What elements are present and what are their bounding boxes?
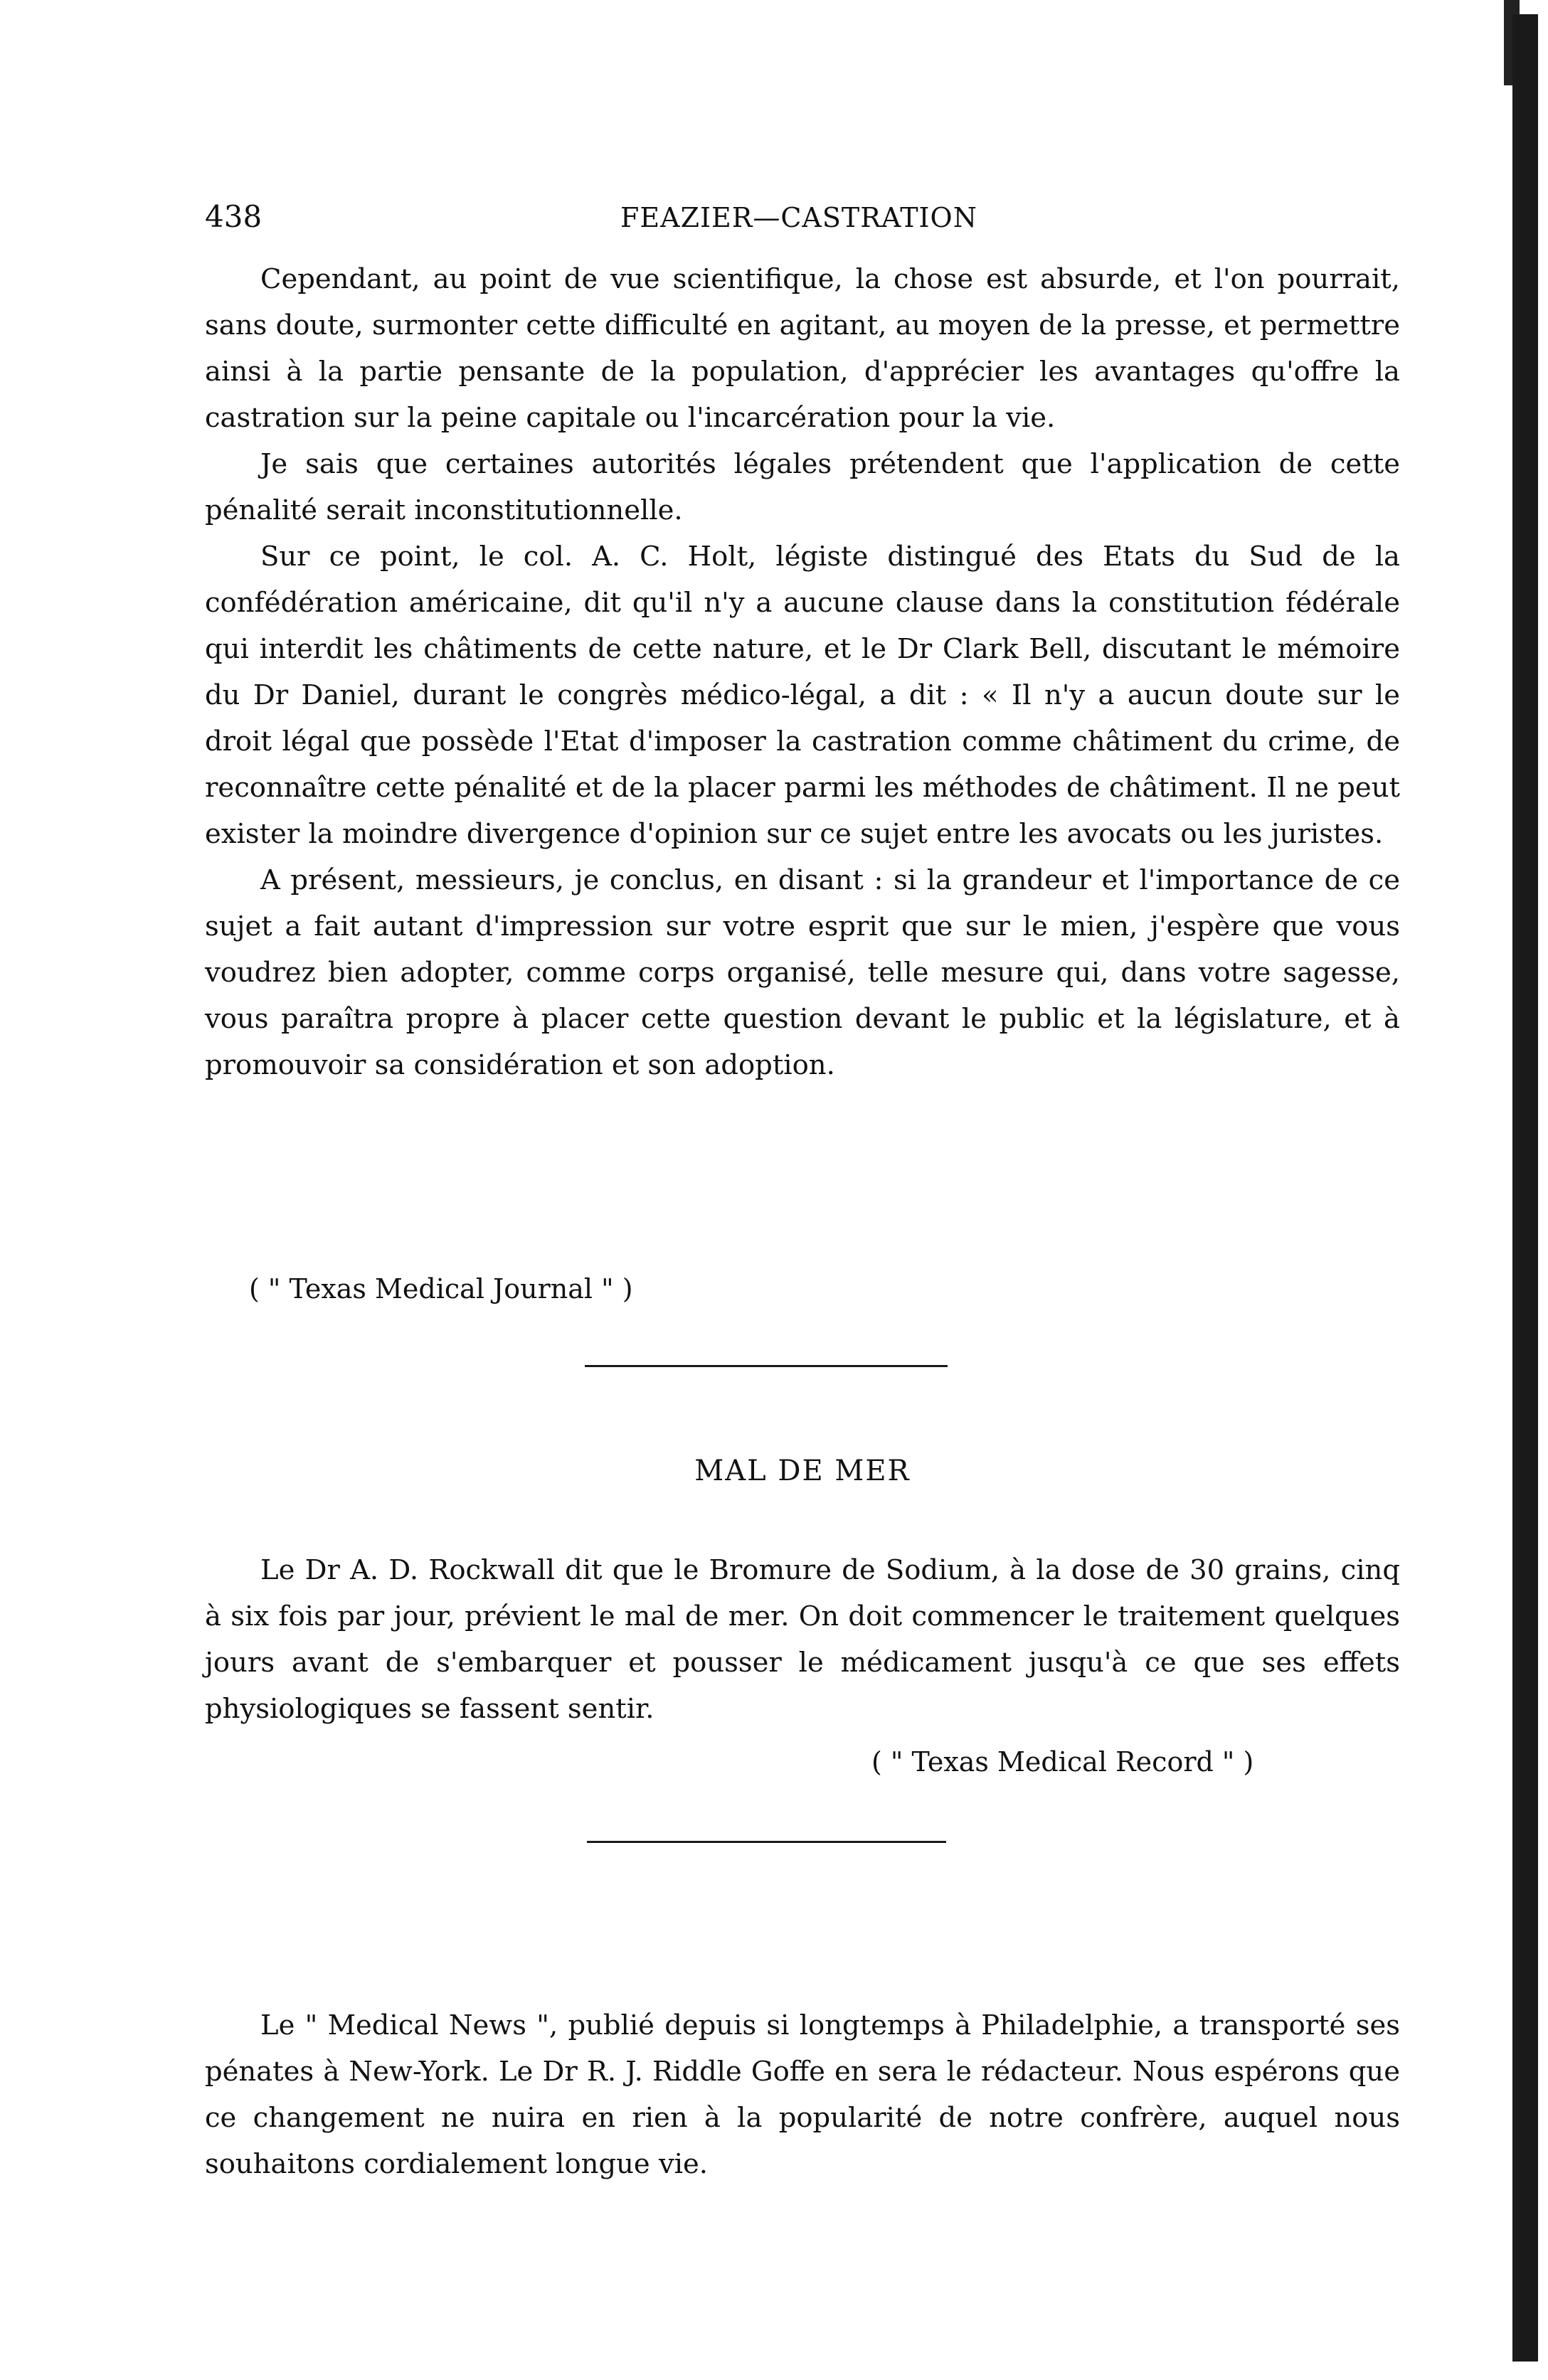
- paragraph: Cependant, au point de vue scientifique, la chose est absurde, et l'on pourrait, sans doute, surmonter cette difficulté en agitant, au moyen de la presse, et permettre ainsi à la partie pensante de la population, d'apprécier les avantages qu'offre la castration sur la peine capitale ou l'incarcération pour la vie.: [205, 263, 1400, 434]
- scan-edge-border: [1512, 14, 1538, 2362]
- paragraph: Sur ce point, le col. A. C. Holt, légiste distingué des Etats du Sud de la confédération américaine, dit qu'il n'y a aucune clause dans la constitution fédérale qui interdit les châtiments de cette nature, et le Dr Clark Bell, discutant le mémoire du Dr Daniel, durant le congrès médico-légal, a dit : « Il n'y a aucun doute sur le droit légal que possède l'Etat d'imposer la castration comme châtiment du crime, de reconnaître cette pénalité et de la placer parmi les méthodes de châtiment. Il ne peut exister la moindre divergence d'opinion sur ce sujet entre les avocats ou les juristes.: [205, 541, 1400, 850]
- castration-article: [205, 256, 1400, 1088]
- paragraph: Je sais que certaines autorités légales prétendent que l'application de cette pénalité serait inconstitutionnelle.: [205, 448, 1400, 526]
- source-citation: ( " Texas Medical Journal " ): [249, 1273, 633, 1305]
- medical-news-article: [205, 2002, 1400, 2187]
- paragraph: A présent, messieurs, je conclus, en disant : si la grandeur et l'importance de ce sujet a fait autant d'impression sur votre esprit que sur le mien, j'espère que vous voudrez bien adopter, comme corps organisé, telle mesure qui, dans votre sagesse, vous paraîtra propre à placer cette question devant le public et la législature, et à promouvoir sa considération et son adoption.: [205, 864, 1400, 1081]
- paragraph: Le " Medical News ", publié depuis si longtemps à Philadelphie, a transporté ses pénates à New-York. Le Dr R. J. Riddle Goffe en sera le rédacteur. Nous espérons que ce changement ne nuira en rien à la popularité de notre confrère, auquel nous souhaitons cordialement longue vie.: [205, 2009, 1400, 2180]
- section-divider: [587, 1841, 946, 1843]
- source-citation: ( " Texas Medical Record " ): [871, 1746, 1254, 1778]
- page-number: 438: [205, 199, 263, 234]
- section-title: MAL DE MER: [694, 1455, 911, 1487]
- mal-de-mer-article: [205, 1547, 1400, 1732]
- section-divider: [585, 1365, 948, 1367]
- running-title: FEAZIER—CASTRATION: [620, 202, 977, 233]
- page-header: [205, 199, 1393, 242]
- paragraph: Le Dr A. D. Rockwall dit que le Bromure de Sodium, à la dose de 30 grains, cinq à six fois par jour, prévient le mal de mer. On doit commencer le traitement quelques jours avant de s'embarquer et pousser le médicament jusqu'à ce que ses effets physiologiques se fassent sentir.: [205, 1554, 1400, 1725]
